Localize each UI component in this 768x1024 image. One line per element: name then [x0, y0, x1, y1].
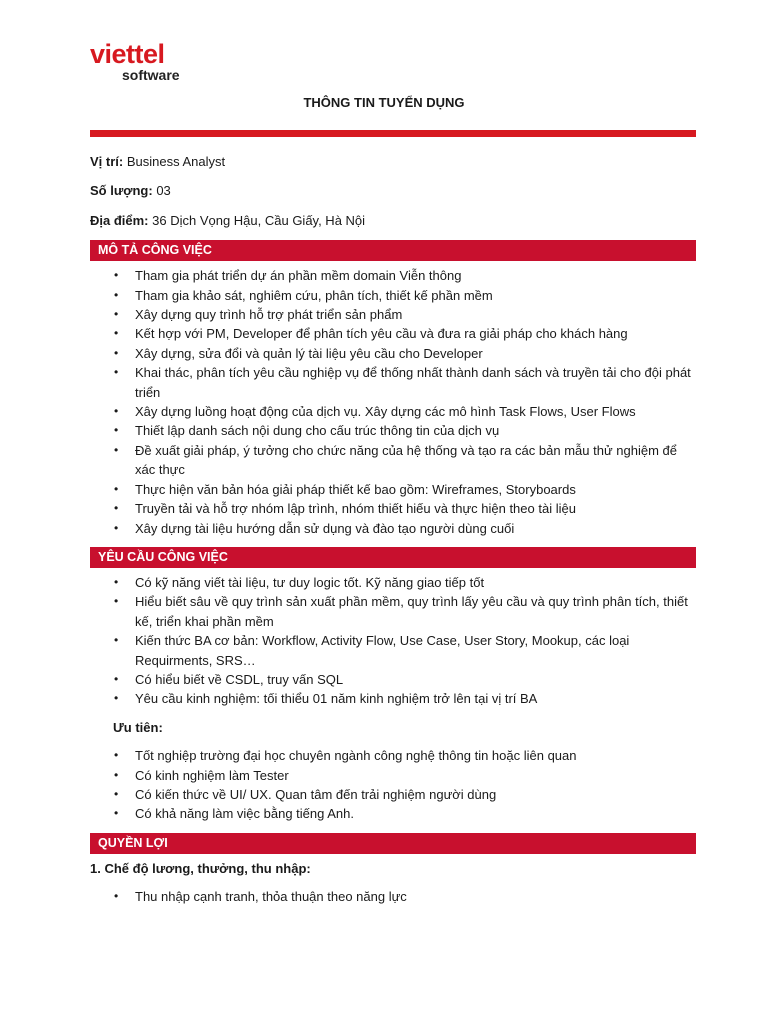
requirements-list	[90, 573, 696, 709]
list-item-text: Tham gia phát triển dự án phần mềm domain Viễn thông	[135, 268, 462, 284]
list-item	[90, 480, 696, 499]
list-item-text: Xây dựng quy trình hỗ trợ phát triển sản phẩm	[135, 307, 403, 323]
logo-subtext: software	[122, 67, 180, 83]
benefits-subheading: 1. Chế độ lương, thưởng, thu nhập:	[90, 860, 311, 876]
info-position	[90, 152, 696, 171]
list-item	[90, 305, 696, 324]
priority-heading: Ưu tiên:	[113, 719, 163, 735]
priority-list	[90, 746, 696, 824]
list-item-text: Xây dựng tài liệu hướng dẫn sử dụng và đào tạo người dùng cuối	[135, 520, 515, 536]
list-item-text: Xây dựng luồng hoạt động của dịch vụ. Xây dựng các mô hình Task Flows, User Flows	[135, 404, 636, 420]
list-item	[90, 421, 696, 440]
bullet-icon: •	[114, 806, 119, 821]
header-divider	[90, 130, 696, 137]
list-item	[90, 804, 696, 823]
list-item-text: Có hiểu biết về CSDL, truy vấn SQL	[135, 671, 344, 687]
bullet-icon: •	[114, 633, 119, 648]
bullet-icon: •	[114, 365, 119, 380]
list-item-text: Tốt nghiệp trường đại học chuyên ngành công nghệ thông tin hoặc liên quan	[135, 748, 577, 764]
bullet-icon: •	[114, 671, 119, 686]
list-item	[90, 573, 696, 592]
section-heading-requirements: YÊU CẦU CÔNG VIỆC	[90, 547, 696, 568]
bullet-icon: •	[114, 786, 119, 801]
bullet-icon: •	[114, 594, 119, 609]
list-item	[90, 286, 696, 305]
list-item-text: Thực hiện văn bản hóa giải pháp thiết kế bao gồm: Wireframes, Storyboards	[135, 481, 576, 497]
info-label: Địa điểm:	[90, 212, 149, 228]
info-label: Vị trí:	[90, 154, 124, 169]
list-item-text: Truyền tải và hỗ trợ nhóm lập trình, nhóm thiết hiếu và thực hiện theo tài liệu	[135, 501, 576, 517]
list-item	[90, 363, 696, 402]
bullet-icon: •	[114, 748, 119, 763]
section-heading-job-description: MÔ TẢ CÔNG VIỆC	[90, 240, 696, 261]
bullet-icon: •	[114, 307, 119, 322]
list-item-text: Có kỹ năng viết tài liệu, tư duy logic tốt. Kỹ năng giao tiếp tốt	[135, 574, 485, 590]
list-item-text: Xây dựng, sửa đổi và quản lý tài liệu yêu cầu cho Developer	[135, 345, 483, 361]
bullet-icon: •	[114, 326, 119, 341]
bullet-icon: •	[114, 520, 119, 535]
bullet-icon: •	[114, 481, 119, 496]
info-value: 03	[152, 183, 171, 199]
logo-wordmark: viettel	[90, 39, 165, 69]
list-item-text: Có khả năng làm việc bằng tiếng Anh.	[135, 806, 354, 822]
list-item	[90, 499, 696, 518]
list-item	[90, 670, 696, 689]
list-item	[90, 441, 696, 480]
bullet-icon: •	[114, 287, 119, 302]
document-body	[90, 152, 696, 907]
info-location	[90, 211, 696, 230]
info-label: Số lượng:	[90, 183, 153, 199]
list-item-text: Khai thác, phân tích yêu cầu nghiệp vụ để thống nhất thành danh sách và truyền tải cho đội phát triển	[135, 365, 691, 400]
list-item	[90, 785, 696, 804]
list-item	[90, 519, 696, 538]
list-item	[90, 887, 696, 906]
list-item	[90, 746, 696, 765]
bullet-icon: •	[114, 889, 119, 904]
list-item	[90, 266, 696, 285]
list-item-text: Thiết lập danh sách nội dung cho cấu trúc thông tin của dịch vụ	[135, 423, 500, 439]
info-value: Business Analyst	[123, 154, 226, 169]
list-item	[90, 324, 696, 343]
bullet-icon: •	[114, 501, 119, 516]
list-item	[90, 689, 696, 708]
section-heading-benefits: QUYỀN LỢI	[90, 833, 696, 854]
list-item	[90, 631, 696, 670]
list-item-text: Có kiến thức về UI/ UX. Quan tâm đến trải nghiệm người dùng	[135, 786, 497, 802]
list-item-text: Kiến thức BA cơ bản: Workflow, Activity Flow, Use Case, User Story, Mookup, các loại Requirments, SRS…	[135, 633, 630, 668]
list-item-text: Thu nhập cạnh tranh, thỏa thuận theo năng lực	[135, 889, 407, 905]
company-logo	[90, 40, 180, 82]
list-item-text: Đề xuất giải pháp, ý tưởng cho chức năng của hệ thống và tạo ra các bản mẫu thử nghiệm để xác thực	[135, 442, 677, 478]
bullet-icon: •	[114, 442, 119, 457]
info-quantity	[90, 181, 696, 200]
bullet-icon: •	[114, 268, 119, 283]
list-item-text: Có kinh nghiệm làm Tester	[135, 767, 289, 783]
list-item-text: Yêu cầu kinh nghiệm: tối thiểu 01 năm kinh nghiệm trở lên tại vị trí BA	[135, 691, 538, 707]
bullet-icon: •	[114, 574, 119, 589]
bullet-icon: •	[114, 767, 119, 782]
bullet-icon: •	[114, 345, 119, 360]
job-description-list	[90, 266, 696, 538]
list-item	[90, 592, 696, 631]
bullet-icon: •	[114, 404, 119, 419]
list-item-text: Tham gia khảo sát, nghiêm cứu, phân tích, thiết kế phần mềm	[135, 287, 493, 303]
list-item-text: Hiểu biết sâu về quy trình sản xuất phần mềm, quy trình lấy yêu cầu và quy trình phân tích, thiết kế, triển khai phần mềm	[135, 594, 688, 629]
bullet-icon: •	[114, 691, 119, 706]
info-value: 36 Dịch Vọng Hậu, Cầu Giấy, Hà Nội	[148, 212, 366, 228]
list-item	[90, 402, 696, 421]
list-item	[90, 766, 696, 785]
bullet-icon: •	[114, 423, 119, 438]
benefits-list	[90, 887, 696, 906]
document-title: THÔNG TIN TUYỂN DỤNG	[303, 95, 465, 110]
list-item	[90, 344, 696, 363]
list-item-text: Kết hợp với PM, Developer để phân tích yêu cầu và đưa ra giải pháp cho khách hàng	[135, 326, 628, 342]
